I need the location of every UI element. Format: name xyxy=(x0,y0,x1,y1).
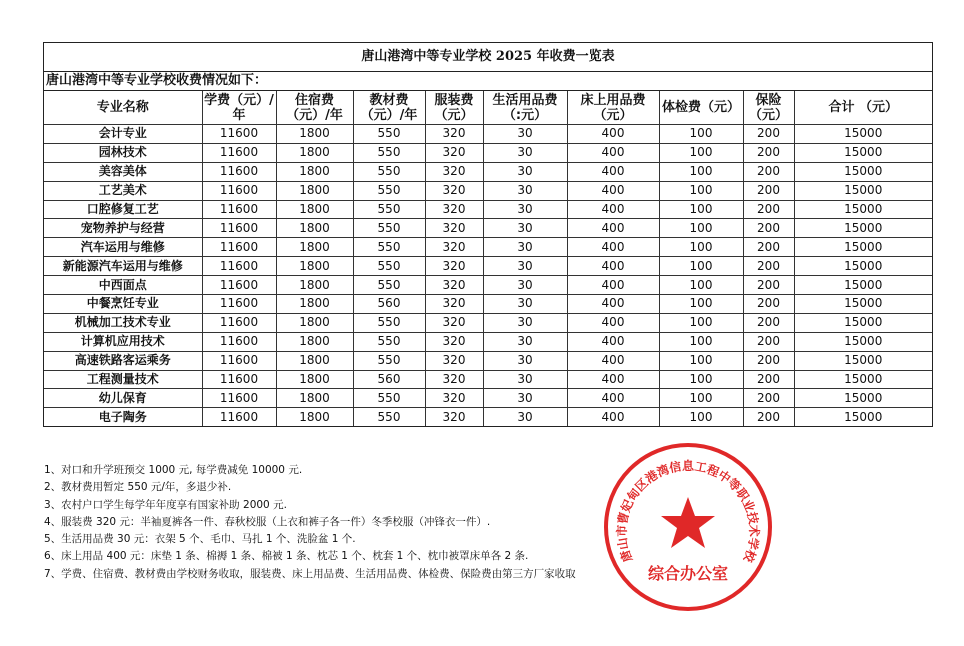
fee-cell: 320 xyxy=(425,276,483,295)
note-item: 3、农村户口学生每学年年度享有国家补助 2000 元. xyxy=(44,498,287,511)
fee-cell: 11600 xyxy=(202,295,276,314)
fee-cell: 1800 xyxy=(276,276,353,295)
fee-cell: 15000 xyxy=(794,351,932,370)
fee-cell: 1800 xyxy=(276,313,353,332)
fee-cell: 15000 xyxy=(794,295,932,314)
fee-cell: 200 xyxy=(743,162,794,181)
fee-cell: 100 xyxy=(659,332,743,351)
fee-cell: 400 xyxy=(567,295,659,314)
fee-cell: 1800 xyxy=(276,332,353,351)
fee-cell: 100 xyxy=(659,219,743,238)
fee-cell: 320 xyxy=(425,143,483,162)
fee-cell: 15000 xyxy=(794,143,932,162)
fee-cell: 550 xyxy=(353,238,425,257)
major-name-cell: 幼儿保育 xyxy=(44,389,202,408)
fee-cell: 400 xyxy=(567,238,659,257)
fee-cell: 550 xyxy=(353,143,425,162)
major-name-cell: 宠物养护与经营 xyxy=(44,219,202,238)
seal-ring-text: 唐山市曹妃甸区港湾信息工程中等职业技术学校 xyxy=(614,459,762,565)
fee-cell: 400 xyxy=(567,257,659,276)
fee-cell: 550 xyxy=(353,257,425,276)
fee-cell: 1800 xyxy=(276,370,353,389)
fee-cell: 200 xyxy=(743,181,794,200)
fee-cell: 11600 xyxy=(202,200,276,219)
header-cell: 服装费（元） xyxy=(425,91,483,125)
fee-cell: 550 xyxy=(353,332,425,351)
fee-cell: 1800 xyxy=(276,181,353,200)
fee-cell: 400 xyxy=(567,408,659,426)
major-name-cell: 计算机应用技术 xyxy=(44,332,202,351)
table-row xyxy=(44,257,932,276)
note-item: 7、学费、住宿费、教材费由学校财务收取，服装费、床上用品费、生活用品费、体检费、保险费由第三方厂家收取 xyxy=(44,567,576,580)
fee-cell: 1800 xyxy=(276,238,353,257)
header-cell: 住宿费（元）/年 xyxy=(276,91,353,125)
fee-cell: 11600 xyxy=(202,219,276,238)
fee-cell: 30 xyxy=(483,370,567,389)
fee-cell: 400 xyxy=(567,125,659,144)
major-name-cell: 新能源汽车运用与维修 xyxy=(44,257,202,276)
major-name-cell: 会计专业 xyxy=(44,125,202,144)
fee-cell: 200 xyxy=(743,408,794,426)
fee-cell: 15000 xyxy=(794,162,932,181)
table-row xyxy=(44,238,932,257)
major-name-cell: 工程测量技术 xyxy=(44,370,202,389)
table-row xyxy=(44,143,932,162)
fee-cell: 100 xyxy=(659,370,743,389)
fee-cell: 320 xyxy=(425,389,483,408)
fee-cell: 1800 xyxy=(276,125,353,144)
fee-cell: 15000 xyxy=(794,200,932,219)
fee-cell: 15000 xyxy=(794,125,932,144)
fee-cell: 320 xyxy=(425,351,483,370)
fee-cell: 200 xyxy=(743,295,794,314)
major-name-cell: 工艺美术 xyxy=(44,181,202,200)
fee-cell: 200 xyxy=(743,351,794,370)
fee-cell: 30 xyxy=(483,408,567,426)
fee-cell: 30 xyxy=(483,295,567,314)
fee-cell: 320 xyxy=(425,408,483,426)
fee-cell: 400 xyxy=(567,219,659,238)
fee-cell: 15000 xyxy=(794,389,932,408)
fee-cell: 550 xyxy=(353,313,425,332)
table-row xyxy=(44,313,932,332)
fee-cell: 11600 xyxy=(202,125,276,144)
fee-cell: 1800 xyxy=(276,162,353,181)
table-body xyxy=(44,125,932,427)
fee-cell: 200 xyxy=(743,332,794,351)
fee-cell: 11600 xyxy=(202,276,276,295)
major-name-cell: 机械加工技术专业 xyxy=(44,313,202,332)
fee-cell: 30 xyxy=(483,351,567,370)
table-row xyxy=(44,181,932,200)
major-name-cell: 中西面点 xyxy=(44,276,202,295)
seal-star-icon xyxy=(661,497,715,548)
fee-cell: 550 xyxy=(353,276,425,295)
header-cell: 体检费（元） xyxy=(659,91,743,125)
fee-cell: 320 xyxy=(425,313,483,332)
fee-cell: 400 xyxy=(567,370,659,389)
fee-cell: 100 xyxy=(659,295,743,314)
fee-cell: 400 xyxy=(567,200,659,219)
fee-cell: 400 xyxy=(567,276,659,295)
fee-cell: 320 xyxy=(425,295,483,314)
header-row xyxy=(44,91,932,125)
table-row xyxy=(44,408,932,426)
fee-cell: 200 xyxy=(743,219,794,238)
fee-cell: 320 xyxy=(425,200,483,219)
fee-cell: 320 xyxy=(425,162,483,181)
fee-cell: 11600 xyxy=(202,389,276,408)
fee-cell: 100 xyxy=(659,276,743,295)
header-cell: 合计 （元） xyxy=(794,91,932,125)
fee-cell: 200 xyxy=(743,238,794,257)
fee-cell: 30 xyxy=(483,332,567,351)
major-name-cell: 中餐烹饪专业 xyxy=(44,295,202,314)
header-cell: 床上用品费（元） xyxy=(567,91,659,125)
fee-cell: 100 xyxy=(659,313,743,332)
header-cell: 学费（元）/年 xyxy=(202,91,276,125)
fee-cell: 320 xyxy=(425,219,483,238)
fee-cell: 1800 xyxy=(276,219,353,238)
fee-cell: 320 xyxy=(425,257,483,276)
fee-cell: 15000 xyxy=(794,238,932,257)
table-row xyxy=(44,351,932,370)
table-title: 唐山港湾中等专业学校 2025 年收费一览表 xyxy=(44,43,932,72)
fee-cell: 11600 xyxy=(202,313,276,332)
table-row xyxy=(44,219,932,238)
fee-cell: 11600 xyxy=(202,332,276,351)
table-subtitle: 唐山港湾中等专业学校收费情况如下： xyxy=(44,72,932,91)
fee-cell: 320 xyxy=(425,238,483,257)
fee-cell: 15000 xyxy=(794,276,932,295)
notes-list xyxy=(44,462,644,583)
table-row xyxy=(44,295,932,314)
table-row xyxy=(44,332,932,351)
fee-cell: 30 xyxy=(483,276,567,295)
table-row xyxy=(44,125,932,144)
fee-cell: 400 xyxy=(567,332,659,351)
fee-cell: 200 xyxy=(743,370,794,389)
fee-cell: 15000 xyxy=(794,181,932,200)
major-name-cell: 口腔修复工艺 xyxy=(44,200,202,219)
header-cell: 专业名称 xyxy=(44,91,202,125)
fee-cell: 30 xyxy=(483,181,567,200)
note-item: 2、教材费用暂定 550 元/年，多退少补. xyxy=(44,481,232,494)
fee-cell: 100 xyxy=(659,162,743,181)
major-name-cell: 高速铁路客运乘务 xyxy=(44,351,202,370)
fee-table xyxy=(44,91,932,426)
fee-cell: 100 xyxy=(659,181,743,200)
fee-cell: 100 xyxy=(659,408,743,426)
fee-cell: 11600 xyxy=(202,351,276,370)
fee-cell: 320 xyxy=(425,370,483,389)
note-item: 5、生活用品费 30 元：衣架 5 个、毛巾、马扎 1 个、洗脸盆 1 个. xyxy=(44,533,356,546)
fee-cell: 320 xyxy=(425,332,483,351)
fee-cell: 550 xyxy=(353,389,425,408)
fee-cell: 200 xyxy=(743,200,794,219)
fee-table-sheet xyxy=(43,42,933,427)
fee-cell: 1800 xyxy=(276,257,353,276)
fee-cell: 30 xyxy=(483,238,567,257)
fee-cell: 200 xyxy=(743,276,794,295)
fee-cell: 100 xyxy=(659,238,743,257)
fee-cell: 1800 xyxy=(276,295,353,314)
fee-cell: 11600 xyxy=(202,257,276,276)
fee-cell: 100 xyxy=(659,200,743,219)
fee-cell: 30 xyxy=(483,219,567,238)
fee-cell: 400 xyxy=(567,181,659,200)
major-name-cell: 美容美体 xyxy=(44,162,202,181)
fee-cell: 550 xyxy=(353,162,425,181)
table-row xyxy=(44,370,932,389)
official-seal xyxy=(603,442,773,612)
fee-cell: 15000 xyxy=(794,370,932,389)
fee-cell: 11600 xyxy=(202,238,276,257)
header-cell: 教材费（元）/年 xyxy=(353,91,425,125)
fee-cell: 15000 xyxy=(794,219,932,238)
note-item: 1、对口和升学班预交 1000 元, 每学费减免 10000 元. xyxy=(44,464,303,476)
fee-cell: 30 xyxy=(483,389,567,408)
fee-cell: 200 xyxy=(743,143,794,162)
fee-cell: 550 xyxy=(353,125,425,144)
table-row xyxy=(44,276,932,295)
fee-cell: 400 xyxy=(567,389,659,408)
table-row xyxy=(44,200,932,219)
fee-cell: 1800 xyxy=(276,351,353,370)
fee-cell: 550 xyxy=(353,351,425,370)
fee-cell: 30 xyxy=(483,257,567,276)
fee-cell: 15000 xyxy=(794,332,932,351)
header-cell: 生活用品费（:元） xyxy=(483,91,567,125)
fee-cell: 200 xyxy=(743,125,794,144)
fee-cell: 15000 xyxy=(794,257,932,276)
fee-cell: 1800 xyxy=(276,200,353,219)
major-name-cell: 电子陶务 xyxy=(44,408,202,426)
fee-cell: 30 xyxy=(483,162,567,181)
fee-cell: 30 xyxy=(483,125,567,144)
fee-cell: 1800 xyxy=(276,143,353,162)
header-cell: 保险（元） xyxy=(743,91,794,125)
fee-cell: 100 xyxy=(659,125,743,144)
major-name-cell: 汽车运用与维修 xyxy=(44,238,202,257)
fee-cell: 200 xyxy=(743,257,794,276)
fee-cell: 1800 xyxy=(276,389,353,408)
fee-cell: 550 xyxy=(353,181,425,200)
fee-cell: 15000 xyxy=(794,408,932,426)
fee-cell: 11600 xyxy=(202,162,276,181)
seal-center-text: 综合办公室 xyxy=(647,564,729,583)
fee-cell: 400 xyxy=(567,143,659,162)
fee-cell: 100 xyxy=(659,351,743,370)
fee-cell: 100 xyxy=(659,257,743,276)
fee-cell: 320 xyxy=(425,125,483,144)
fee-cell: 200 xyxy=(743,389,794,408)
fee-cell: 550 xyxy=(353,219,425,238)
fee-cell: 550 xyxy=(353,200,425,219)
fee-cell: 11600 xyxy=(202,370,276,389)
fee-cell: 30 xyxy=(483,313,567,332)
fee-cell: 1800 xyxy=(276,408,353,426)
note-item: 4、服装费 320 元：半袖夏裤各一件、春秋校服（上衣和裤子各一件）冬季校服（冲锋衣一件）. xyxy=(44,515,491,528)
note-item: 6、床上用品 400 元：床垫 1 条、棉褥 1 条、棉被 1 条、枕芯 1 个、枕套 1 个、枕巾被罩床单各 2 条. xyxy=(44,550,529,563)
fee-cell: 400 xyxy=(567,351,659,370)
fee-cell: 100 xyxy=(659,143,743,162)
fee-cell: 11600 xyxy=(202,181,276,200)
fee-cell: 11600 xyxy=(202,408,276,426)
fee-cell: 560 xyxy=(353,295,425,314)
table-row xyxy=(44,389,932,408)
fee-cell: 320 xyxy=(425,181,483,200)
fee-cell: 30 xyxy=(483,143,567,162)
fee-cell: 100 xyxy=(659,389,743,408)
fee-cell: 200 xyxy=(743,313,794,332)
table-row xyxy=(44,162,932,181)
fee-cell: 550 xyxy=(353,408,425,426)
fee-cell: 11600 xyxy=(202,143,276,162)
fee-cell: 560 xyxy=(353,370,425,389)
fee-cell: 15000 xyxy=(794,313,932,332)
fee-cell: 30 xyxy=(483,200,567,219)
fee-cell: 400 xyxy=(567,162,659,181)
fee-cell: 400 xyxy=(567,313,659,332)
major-name-cell: 园林技术 xyxy=(44,143,202,162)
